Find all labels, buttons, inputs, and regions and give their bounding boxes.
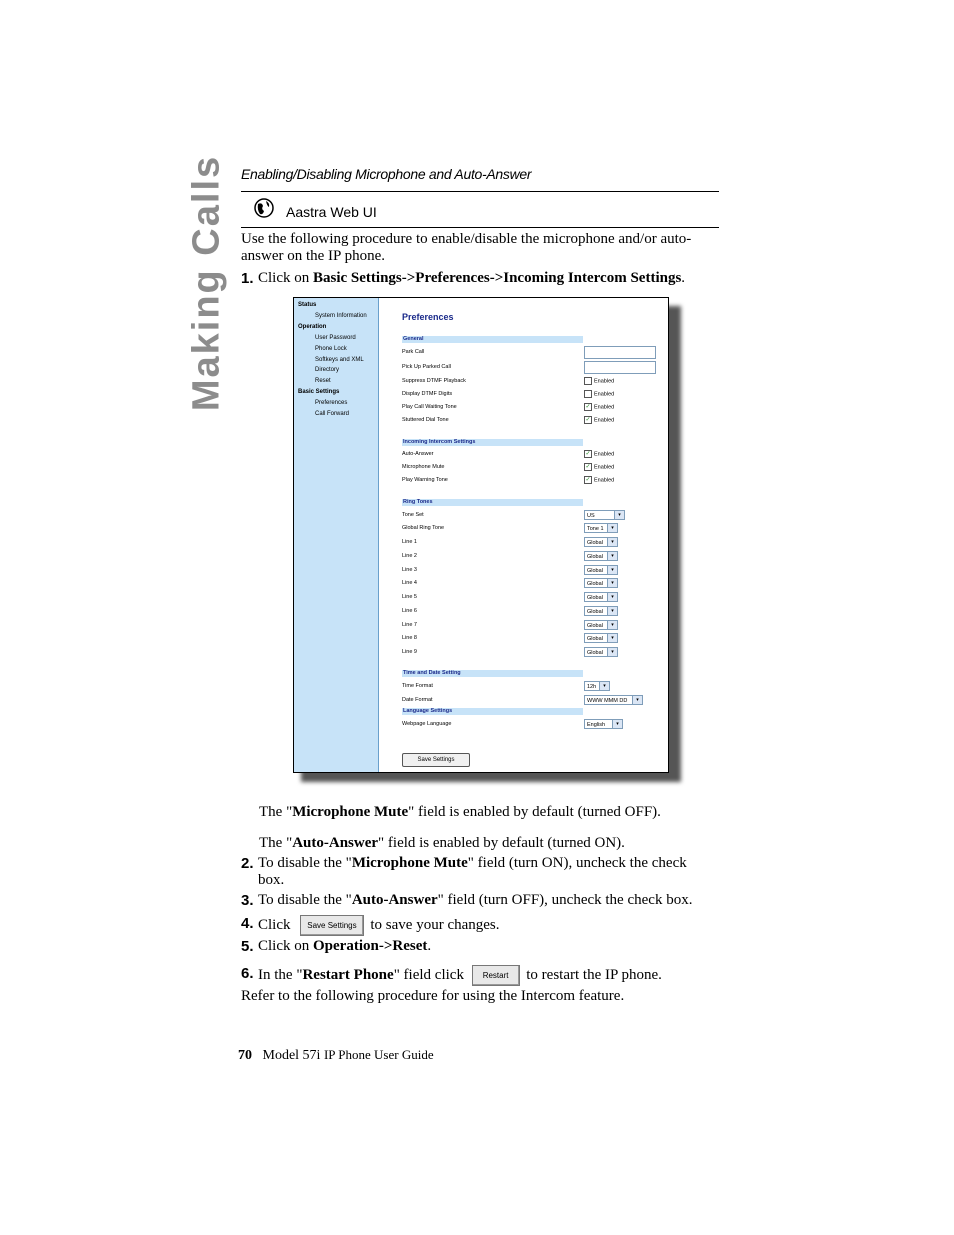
- page-footer: [238, 1047, 434, 1064]
- intercom-header: Incoming Intercom Settings: [402, 439, 583, 446]
- display-dtmf-checkbox[interactable]: Enabled: [584, 390, 614, 398]
- webpage-language-select[interactable]: English ▾: [584, 719, 623, 729]
- note-microphone-mute: The "Microphone Mute" field is enabled by default (turned OFF).: [259, 804, 661, 820]
- step-3: To disable the "Auto-Answer" field (turn OFF), uncheck the check box.: [258, 892, 693, 908]
- stuttered-dial-label: Stuttered Dial Tone: [402, 417, 449, 423]
- webpage-language-label: Webpage Language: [402, 721, 452, 727]
- line-ring-tone-select[interactable]: Global ▾: [584, 551, 618, 561]
- pick-up-parked-call-field[interactable]: [584, 361, 656, 374]
- section-rule-bottom: [241, 227, 719, 228]
- line-label: Line 8: [402, 635, 417, 642]
- date-format-label: Date Format: [402, 697, 433, 703]
- line-ring-tone-select[interactable]: Global ▾: [584, 620, 618, 630]
- park-call-label: Park Call: [402, 349, 425, 355]
- microphone-mute-label: Microphone Mute: [402, 464, 445, 470]
- step-number: 5.: [241, 938, 254, 955]
- step-5: Click on Operation->Reset.: [258, 938, 432, 954]
- line-ring-tone-select[interactable]: Global ▾: [584, 578, 618, 588]
- step-number: 4.: [241, 915, 254, 932]
- line-label: Line 6: [402, 607, 417, 614]
- chapter-side-title: Making Calls: [185, 154, 228, 412]
- play-warning-tone-checkbox[interactable]: ✓ Enabled: [585, 477, 615, 484]
- language-header: Language Settings: [402, 708, 583, 715]
- step-number: 2.: [241, 855, 254, 872]
- line-label: Line 4: [402, 580, 417, 587]
- line-ring-tone-select[interactable]: Global ▾: [584, 633, 618, 643]
- global-ring-tone-select[interactable]: Tone 1 ▾: [584, 523, 618, 533]
- line-ring-tone-select[interactable]: Global ▾: [584, 537, 618, 547]
- web-ui-label: Aastra Web UI: [286, 204, 377, 220]
- closing-paragraph: Refer to the following procedure for using the Intercom feature.: [241, 988, 625, 1004]
- step-2: To disable the "Microphone Mute" field (turn ON), uncheck the check box.: [258, 855, 687, 888]
- microphone-mute-checkbox[interactable]: ✓ Enabled: [585, 464, 615, 471]
- inline-restart-button[interactable]: Restart: [472, 965, 520, 986]
- suppress-dtmf-checkbox[interactable]: Enabled: [584, 377, 614, 385]
- auto-answer-checkbox[interactable]: ✓ Enabled: [585, 451, 615, 458]
- line-ring-tone-select[interactable]: Global ▾: [584, 565, 618, 575]
- line-ring-tone-select[interactable]: Global ▾: [584, 647, 618, 657]
- line-label: Line 3: [402, 566, 417, 573]
- nav-item[interactable]: Reset: [315, 378, 331, 385]
- footer-guide: IP Phone User Guide: [323, 1047, 434, 1062]
- nav-section-header: Status: [298, 302, 317, 308]
- suppress-dtmf-label: Suppress DTMF Playback: [402, 378, 466, 384]
- preferences-screenshot: [293, 297, 669, 773]
- pick-up-parked-call-label: Pick Up Parked Call: [402, 364, 451, 370]
- nav-item[interactable]: Preferences: [315, 400, 348, 407]
- nav-section-header: Basic Settings: [298, 389, 340, 396]
- nav-item[interactable]: Directory: [315, 367, 340, 374]
- tone-set-select[interactable]: US ▾: [584, 510, 625, 520]
- nav-section-header: Operation: [298, 323, 327, 330]
- nav-item[interactable]: User Password: [315, 334, 356, 341]
- step-number: 1.: [241, 270, 254, 287]
- global-ring-tone-label: Global Ring Tone: [402, 525, 445, 531]
- step-number: 3.: [241, 892, 254, 909]
- line-label: Line 5: [402, 594, 417, 600]
- preferences-panel: [379, 298, 668, 772]
- play-warning-tone-label: Play Warning Tone: [402, 477, 448, 483]
- park-call-field[interactable]: [584, 346, 656, 359]
- time-format-select[interactable]: 12h ▾: [584, 681, 610, 691]
- footer-model: Model 57i: [262, 1048, 321, 1063]
- step-1: Click on Basic Settings->Preferences->Incoming Intercom Settings.: [258, 270, 686, 286]
- save-settings-button[interactable]: Save Settings: [402, 753, 470, 767]
- section-rule-top: [241, 191, 719, 192]
- date-format-select[interactable]: WWW MMM DD ▾: [584, 695, 643, 705]
- nav-item[interactable]: System Information: [315, 312, 367, 319]
- line-ring-tone-select[interactable]: Global ▾: [584, 592, 618, 602]
- play-call-waiting-label: Play Call Waiting Tone: [402, 404, 457, 410]
- line-ring-tone-select[interactable]: Global ▾: [584, 606, 618, 616]
- line-label: Line 2: [402, 552, 417, 559]
- time-date-header: Time and Date Setting: [402, 670, 583, 677]
- time-format-label: Time Format: [402, 683, 433, 689]
- nav-item[interactable]: Softkeys and XML: [315, 356, 364, 363]
- globe-icon: [254, 198, 274, 218]
- note-auto-answer: The "Auto-Answer" field is enabled by default (turned ON).: [259, 835, 625, 851]
- display-dtmf-label: Display DTMF Digits: [402, 391, 453, 397]
- line-label: Line 1: [402, 539, 417, 545]
- inline-save-settings-button[interactable]: Save Settings: [300, 915, 363, 936]
- page-number: 70: [238, 1048, 252, 1063]
- preferences-title: Preferences: [402, 312, 454, 322]
- line-label: Line 9: [402, 649, 417, 655]
- nav-item[interactable]: Phone Lock: [315, 345, 347, 352]
- nav-item[interactable]: Call Forward: [315, 411, 350, 417]
- tone-set-label: Tone Set: [402, 512, 424, 518]
- intro-paragraph: Use the following procedure to enable/disable the microphone and/or auto-answer on the IP phone.: [241, 231, 692, 264]
- web-ui-nav: [294, 298, 379, 772]
- stuttered-dial-checkbox[interactable]: ✓ Enabled: [585, 417, 615, 424]
- play-call-waiting-checkbox[interactable]: ✓ Enabled: [585, 404, 615, 411]
- step-number: 6.: [241, 965, 254, 982]
- auto-answer-label: Auto-Answer: [402, 451, 434, 457]
- step-6: In the "Restart Phone" field click Restart to restart the IP phone.: [258, 965, 662, 986]
- general-header: General: [402, 336, 583, 343]
- ring-tones-header: Ring Tones: [402, 499, 583, 506]
- section-title: Enabling/Disabling Microphone and Auto-Answer: [241, 166, 532, 182]
- step-4: Click Save Settings to save your changes.: [258, 915, 500, 936]
- line-label: Line 7: [402, 621, 417, 628]
